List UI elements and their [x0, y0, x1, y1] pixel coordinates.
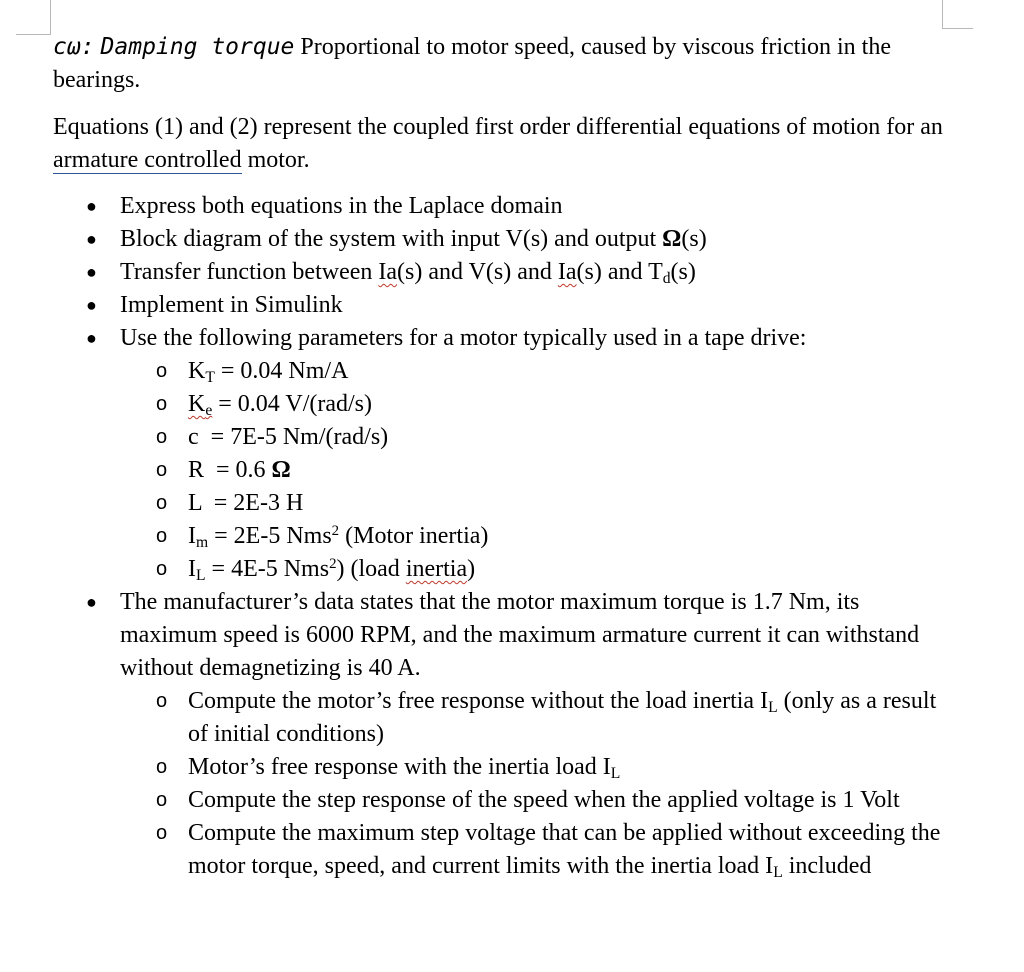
param-l [53, 487, 953, 520]
armature-controlled-link[interactable]: armature controlled [53, 147, 242, 173]
param-kt [53, 355, 953, 388]
param-ke [53, 388, 953, 421]
list-item [53, 586, 953, 883]
manufacturer-data: The manufacturer’s data states that the motor maximum torque is 1.7 Nm, its maximum speed is 6000 RPM, and the maximum armature current it can withstand without demagnetizing is 40 A. [120, 589, 920, 681]
tf-text-end: (s) [670, 259, 696, 285]
param-symbol: I [188, 523, 196, 549]
subtask-list [120, 685, 953, 883]
task-block-diagram-end: (s) [681, 226, 707, 252]
param-subscript: m [196, 533, 209, 551]
param-value: R = 0.6 [188, 457, 272, 483]
subtask-text: Compute the motor’s free response without the load inertia I [188, 688, 769, 714]
td-subscript: d [662, 269, 671, 287]
param-value: c = 7E-5 Nm/(rad/s) [188, 424, 389, 450]
subtask-subscript: L [768, 698, 778, 716]
subtask-max-voltage [53, 817, 953, 883]
subtask-free-response [53, 685, 953, 751]
param-r [53, 454, 953, 487]
param-symbol-letter: K [188, 391, 206, 417]
subtask-text: Motor’s free response with the inertia load I [188, 754, 611, 780]
param-symbol: K [188, 358, 206, 384]
equations-text-end: motor. [241, 147, 310, 173]
param-value: = 0.04 Nm/A [214, 358, 349, 384]
param-c [53, 421, 953, 454]
list-item [53, 322, 953, 586]
task-block-diagram: Block diagram of the system with input V(s) and output [120, 226, 663, 252]
subtask-text-end: included [782, 853, 872, 879]
crop-mark-top-left [16, 0, 51, 35]
param-symbol [188, 391, 212, 417]
equations-text: Equations (1) and (2) represent the coupled first order differential equations of motion for an [53, 114, 943, 140]
param-value: = 4E-5 Nms [205, 556, 330, 582]
subtask-load-response [53, 751, 953, 784]
param-im [53, 520, 953, 553]
subtask-subscript: L [610, 764, 621, 782]
param-note: (Motor inertia) [339, 523, 489, 549]
document-page [53, 31, 953, 883]
list-item [53, 256, 953, 289]
param-subscript: T [205, 368, 215, 386]
subtask-text: Compute the step response of the speed when the applied voltage is 1 Volt [188, 787, 900, 813]
damping-symbol: cω: [53, 34, 95, 60]
tf-text: (s) and V(s) and [397, 259, 558, 285]
param-note: ) (load [336, 556, 406, 582]
param-superscript: 2 [331, 522, 340, 539]
param-symbol: I [188, 556, 196, 582]
task-transfer-function: Transfer function between [120, 259, 379, 285]
omega-symbol: Ω [662, 226, 682, 252]
param-subscript: L [196, 566, 206, 584]
crop-mark-top-right [942, 0, 973, 29]
parameter-list [120, 355, 953, 586]
ohm-symbol: Ω [271, 457, 291, 483]
damping-text: Proportional to motor speed, caused by viscous friction in the bearings. [53, 34, 891, 93]
param-superscript: 2 [329, 555, 337, 572]
damping-paragraph [53, 31, 953, 97]
task-simulink: Implement in Simulink [120, 292, 343, 318]
param-value: = 2E-5 Nms [208, 523, 332, 549]
subtask-text: Compute the maximum step voltage that can be applied without exceeding the motor torque, speed, and current limits with the inertia load I [188, 820, 941, 879]
equations-paragraph [53, 111, 953, 177]
task-list [53, 190, 953, 883]
subtask-subscript: L [773, 863, 783, 881]
param-il [53, 553, 953, 586]
param-value: = 0.04 V/(rad/s) [212, 391, 373, 417]
param-note-word: inertia [405, 556, 468, 582]
list-item [53, 190, 953, 223]
subtask-text-end: (only as a result of initial conditions) [188, 688, 937, 747]
param-subscript: e [205, 401, 213, 419]
tf-text: (s) and T [576, 259, 663, 285]
list-item [53, 223, 953, 256]
list-item [53, 289, 953, 322]
task-laplace: Express both equations in the Laplace domain [120, 193, 563, 219]
damping-label: Damping torque [100, 34, 295, 60]
param-note-end: ) [467, 556, 476, 582]
param-value: L = 2E-3 H [188, 490, 304, 516]
ia-symbol: Ia [378, 259, 398, 285]
ia-symbol: Ia [557, 259, 577, 285]
subtask-step-response [53, 784, 953, 817]
task-parameters: Use the following parameters for a motor typically used in a tape drive: [120, 325, 807, 351]
